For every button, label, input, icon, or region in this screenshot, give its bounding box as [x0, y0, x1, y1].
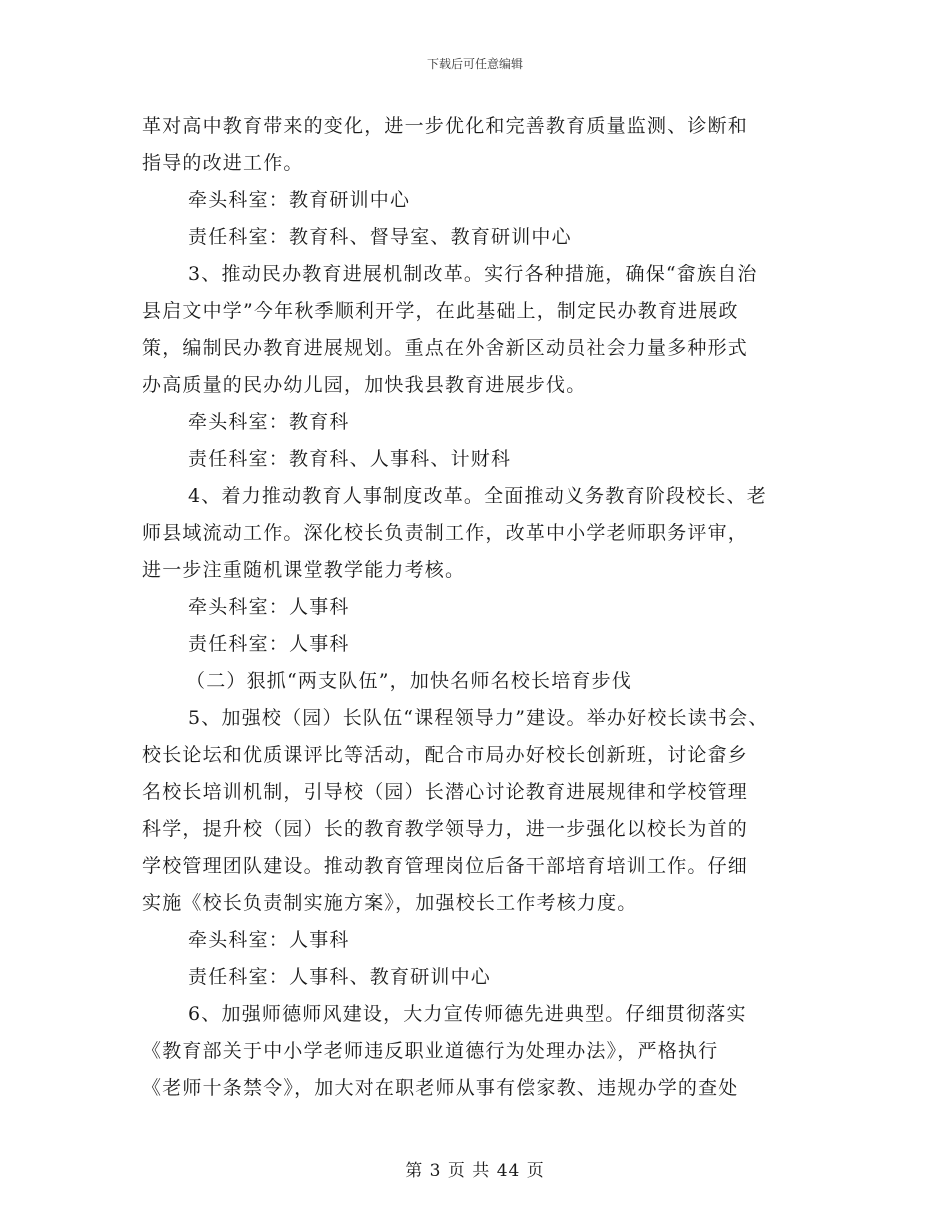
body-line: 革对高中教育带来的变化，进一步优化和完善教育质量监测、诊断和: [142, 115, 749, 137]
body-line: 学校管理团队建设。推动教育管理岗位后备干部培育培训工作。仔细: [142, 855, 749, 877]
paragraph-start: 3、推动民办教育进展机制改革。实行各种措施，确保“畲族自治: [188, 263, 758, 285]
body-line: 实施《校长负责制实施方案》，加强校长工作考核力度。: [142, 892, 638, 914]
responsible-department: 责任科室：教育科、人事科、计财科: [188, 448, 512, 470]
section-heading: （二）狠抓“两支队伍”，加快名师名校长培育步伐: [186, 670, 633, 692]
lead-department: 牵头科室：教育研训中心: [188, 189, 411, 211]
lead-department: 牵头科室：人事科: [188, 929, 350, 951]
body-line: 办高质量的民办幼儿园，加快我县教育进展步伐。: [142, 374, 587, 396]
lead-department: 牵头科室：教育科: [188, 411, 350, 433]
responsible-department: 责任科室：教育科、督导室、教育研训中心: [188, 226, 572, 248]
page-header: 下载后可任意编辑: [426, 57, 523, 71]
paragraph-start: 4、着力推动教育人事制度改革。全面推动义务教育阶段校长、老: [188, 485, 767, 507]
page-number: 第 3 页 共 44 页: [405, 1161, 545, 1181]
body-line: 《教育部关于中小学老师违反职业道德行为处理办法》，严格执行: [142, 1040, 719, 1062]
body-line: 策，编制民办教育进展规划。重点在外舍新区动员社会力量多种形式: [142, 337, 749, 359]
body-line: 师县域流动工作。深化校长负责制工作，改革中小学老师职务评审，: [142, 522, 749, 544]
body-line: 县启文中学”今年秋季顺利开学，在此基础上，制定民办教育进展政: [142, 300, 739, 322]
paragraph-start: 5、加强校（园）长队伍“课程领导力”建设。举办好校长读书会、: [188, 707, 769, 729]
responsible-department: 责任科室：人事科: [188, 633, 350, 655]
responsible-department: 责任科室：人事科、教育研训中心: [188, 966, 492, 988]
body-line: 校长论坛和优质课评比等活动，配合市局办好校长创新班，讨论畲乡: [142, 744, 749, 766]
body-line: 《老师十条禁令》，加大对在职老师从事有偿家教、违规办学的查处: [142, 1077, 739, 1099]
body-line: 科学，提升校（园）长的教育教学领导力，进一步强化以校长为首的: [142, 818, 749, 840]
paragraph-start: 6、加强师德师风建设，大力宣传师德先进典型。仔细贯彻落实: [188, 1003, 747, 1025]
body-line: 指导的改进工作。: [142, 152, 304, 174]
lead-department: 牵头科室：人事科: [188, 596, 350, 618]
body-line: 进一步注重随机课堂教学能力考核。: [142, 559, 466, 581]
body-line: 名校长培训机制，引导校（园）长潜心讨论教育进展规律和学校管理: [142, 781, 749, 803]
